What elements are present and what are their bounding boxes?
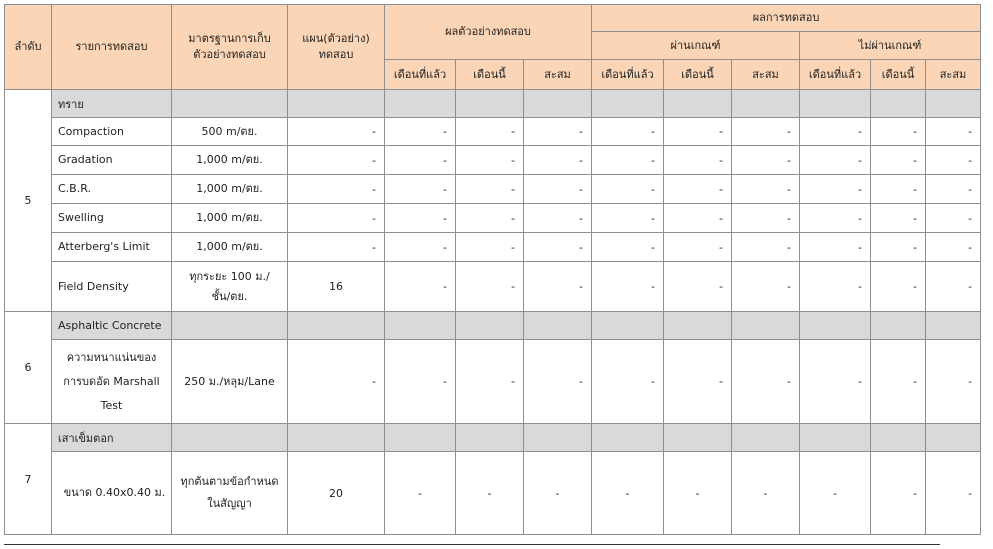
cell-value: - [871,146,926,175]
section-fill [385,312,456,340]
cell-value: - [456,262,524,312]
section-fill [800,90,871,118]
row-plan: - [288,204,385,233]
section-title: Asphaltic Concrete [52,312,172,340]
row-standard-line1: ทุกต้นตามข้อกำหนด [180,475,279,488]
cell-value: - [385,146,456,175]
section-fill [926,90,981,118]
cell-value: - [732,233,800,262]
cell-value: - [926,175,981,204]
row-standard-line1: ทุกระยะ 100 ม./ [189,269,270,283]
section-title: ทราย [52,90,172,118]
cell-value: - [664,340,732,424]
cell-value: - [385,262,456,312]
cell-value: - [800,233,871,262]
header-pass: ผ่านเกณฑ์ [592,32,800,60]
header-item: รายการทดสอบ [52,5,172,90]
cell-value: - [524,175,592,204]
section-number: 7 [5,424,52,535]
row-plan: - [288,118,385,146]
cell-value: - [732,204,800,233]
cell-value: - [926,146,981,175]
cell-value: - [732,146,800,175]
header-fail-this-month: เดือนนี้ [871,60,926,90]
cell-value: - [385,175,456,204]
row-item: Field Density [52,262,172,312]
cell-value: - [456,340,524,424]
cell-value: - [664,262,732,312]
cell-value: - [732,452,800,535]
section-fill [456,312,524,340]
section-fill [288,312,385,340]
table-row [5,452,981,535]
header-standard-line2: ตัวอย่างทดสอบ [193,48,266,61]
section-fill [385,424,456,452]
cell-value: - [592,118,664,146]
cell-value: - [871,175,926,204]
cell-value: - [732,340,800,424]
row-item: Compaction [52,118,172,146]
test-results-table [4,4,981,535]
row-plan: - [288,146,385,175]
section-fill [926,312,981,340]
section-fill [172,312,288,340]
header-samples-last-month: เดือนที่แล้ว [385,60,456,90]
row-plan: 20 [288,452,385,535]
cell-value: - [385,340,456,424]
cell-value: - [385,233,456,262]
section-fill [871,312,926,340]
cell-value: - [592,233,664,262]
header-plan-line2: ทดสอบ [318,48,354,61]
cell-value: - [664,146,732,175]
section-header-row [5,312,981,340]
header-no: ลำดับ [5,5,52,90]
cell-value: - [800,262,871,312]
cell-value: - [926,262,981,312]
section-fill [592,424,664,452]
header-pass-last-month: เดือนที่แล้ว [592,60,664,90]
cell-value: - [800,146,871,175]
header-plan [288,5,385,90]
cell-value: - [456,233,524,262]
cell-value: - [456,452,524,535]
table-row [5,340,981,424]
row-standard: 1,000 m/ตย. [172,146,288,175]
section-fill [288,424,385,452]
cell-value: - [926,233,981,262]
cell-value: - [456,175,524,204]
section-fill [592,312,664,340]
row-plan: - [288,340,385,424]
section-fill [172,424,288,452]
table-row [5,233,981,262]
row-item: ขนาด 0.40x0.40 ม. [52,452,172,535]
row-item-line2: การบดอัด Marshall [63,374,160,388]
table-header [5,5,981,90]
cell-value: - [871,452,926,535]
section-fill [871,424,926,452]
cell-value: - [592,204,664,233]
cell-value: - [524,340,592,424]
cell-value: - [732,175,800,204]
row-item-line1: ความหนาแน่นของ [66,350,157,364]
header-samples-this-month: เดือนนี้ [456,60,524,90]
header-pass-cumulative: สะสม [732,60,800,90]
section-fill [732,424,800,452]
cell-value: - [385,452,456,535]
header-samples-cumulative: สะสม [524,60,592,90]
row-standard-line2: ชั้น/ตย. [211,289,248,303]
row-item: Gradation [52,146,172,175]
section-fill [524,312,592,340]
cell-value: - [456,204,524,233]
table-row [5,262,981,312]
cell-value: - [800,340,871,424]
cell-value: - [664,204,732,233]
row-standard [172,452,288,535]
cell-value: - [926,118,981,146]
table-body [5,90,981,535]
row-plan: - [288,175,385,204]
header-samples-group: ผลตัวอย่างทดสอบ [385,5,592,60]
cell-value: - [592,175,664,204]
cell-value: - [871,262,926,312]
cell-value: - [871,204,926,233]
row-standard [172,262,288,312]
row-item: Atterberg's Limit [52,233,172,262]
row-standard: 250 ม./หลุม/Lane [172,340,288,424]
cell-value: - [732,118,800,146]
cell-value: - [871,340,926,424]
cell-value: - [456,146,524,175]
section-title: เสาเข็มตอก [52,424,172,452]
row-plan: - [288,233,385,262]
header-fail-cumulative: สะสม [926,60,981,90]
cell-value: - [592,146,664,175]
cell-value: - [385,204,456,233]
cell-value: - [385,118,456,146]
cell-value: - [592,262,664,312]
section-fill [800,312,871,340]
cell-value: - [524,204,592,233]
table-row [5,118,981,146]
header-fail: ไม่ผ่านเกณฑ์ [800,32,981,60]
cell-value: - [664,452,732,535]
section-fill [732,312,800,340]
section-fill [385,90,456,118]
cell-value: - [592,340,664,424]
cell-value: - [800,175,871,204]
cell-value: - [524,452,592,535]
cell-value: - [664,175,732,204]
cell-value: - [800,204,871,233]
cell-value: - [926,452,981,535]
cell-value: - [926,340,981,424]
section-fill [800,424,871,452]
cell-value: - [524,233,592,262]
section-fill [732,90,800,118]
row-standard-line2: ในสัญญา [207,497,252,510]
table-row [5,175,981,204]
bottom-divider [4,544,940,545]
section-number: 5 [5,90,52,312]
cell-value: - [732,262,800,312]
section-fill [926,424,981,452]
row-plan: 16 [288,262,385,312]
table-row [5,146,981,175]
section-fill [592,90,664,118]
cell-value: - [664,233,732,262]
table-row [5,204,981,233]
row-standard: 1,000 m/ตย. [172,204,288,233]
cell-value: - [524,262,592,312]
header-standard [172,5,288,90]
section-fill [871,90,926,118]
header-plan-line1: แผน(ตัวอย่าง) [302,32,370,45]
header-pass-this-month: เดือนนี้ [664,60,732,90]
cell-value: - [871,118,926,146]
section-fill [524,424,592,452]
section-fill [664,424,732,452]
row-item: C.B.R. [52,175,172,204]
cell-value: - [592,452,664,535]
cell-value: - [524,118,592,146]
row-item: Swelling [52,204,172,233]
section-fill [664,312,732,340]
section-fill [288,90,385,118]
row-standard: 500 m/ตย. [172,118,288,146]
section-fill [172,90,288,118]
cell-value: - [800,452,871,535]
cell-value: - [456,118,524,146]
cell-value: - [524,146,592,175]
section-fill [524,90,592,118]
row-item [52,340,172,424]
section-header-row [5,90,981,118]
section-fill [456,424,524,452]
row-standard: 1,000 m/ตย. [172,175,288,204]
section-header-row [5,424,981,452]
cell-value: - [871,233,926,262]
cell-value: - [800,118,871,146]
section-number: 6 [5,312,52,424]
header-standard-line1: มาตรฐานการเก็บ [188,32,271,45]
header-results-group: ผลการทดสอบ [592,5,981,32]
cell-value: - [664,118,732,146]
header-fail-last-month: เดือนที่แล้ว [800,60,871,90]
row-item-line3: Test [100,398,123,412]
row-standard: 1,000 m/ตย. [172,233,288,262]
cell-value: - [926,204,981,233]
section-fill [456,90,524,118]
section-fill [664,90,732,118]
